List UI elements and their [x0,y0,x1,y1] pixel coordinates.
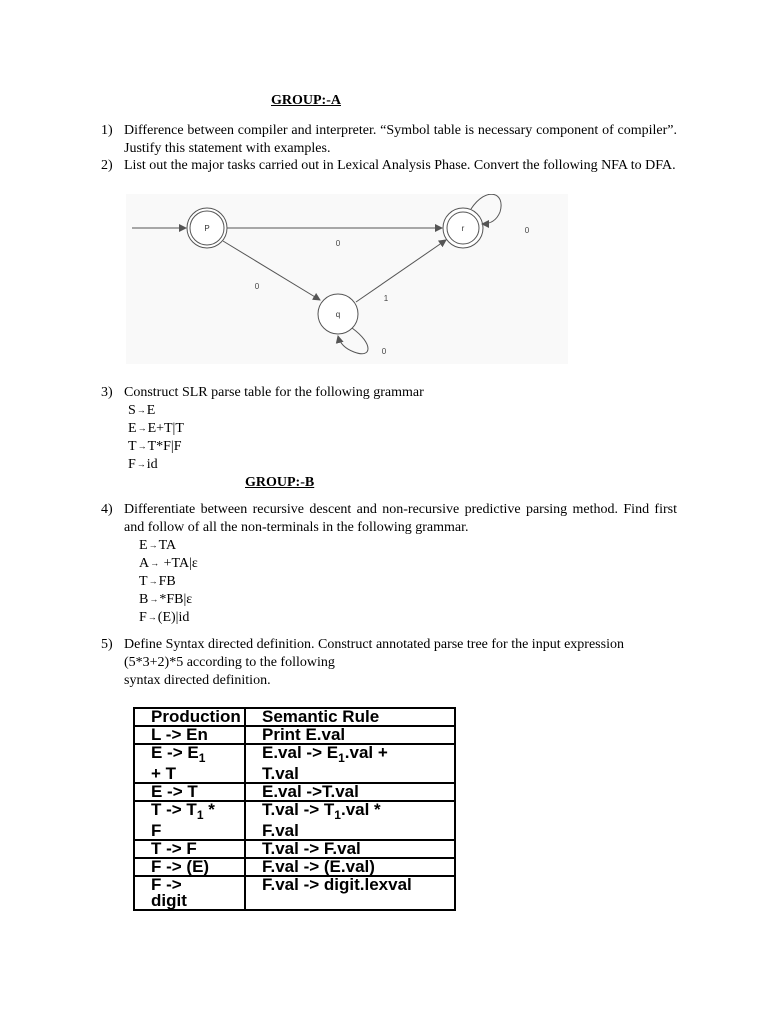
question-5-number: 5) [101,637,113,652]
q3-production-1: S→E [128,403,156,418]
sdd-production: F -> (E) [134,858,245,876]
edge-p-to-r-label: 0 [335,239,341,248]
group-a-heading: GROUP:-A [271,93,341,108]
sdd-production: L -> En [134,726,245,744]
question-1-text: Difference between compiler and interpreter. “Symbol table is necessary component of compiler”. Justify this statement with examples. [124,123,677,156]
q4-production-3: T→FB [139,574,176,589]
question-4-text: Differentiate between recursive descent and non-recursive predictive parsing method. Find first and follow of all the non-terminals in the following grammar. [124,502,677,535]
question-3-number: 3) [101,385,113,400]
q3-production-2: E→E+T|T [128,421,184,436]
sdd-row [134,726,455,744]
nfa-diagram [126,194,568,364]
sdd-header-rule: Semantic Rule [245,708,455,726]
q3-production-3: T→T*F|F [128,439,182,454]
group-b-heading: GROUP:-B [245,475,315,490]
sdd-rule: T.val -> F.val [245,840,455,858]
question-1-number: 1) [101,123,113,138]
sdd-rule: F.val -> digit.lexval [245,876,455,910]
sdd-production: T -> F [134,840,245,858]
sdd-row [134,858,455,876]
sdd-production: $E -> E_1$ + T [134,744,245,783]
q4-production-2: A→ +TA|ε [139,556,198,571]
q4-production-5: F→(E)|id [139,610,190,625]
sdd-header-production: Production [134,708,245,726]
question-5-line-1: Define Syntax directed definition. Construct annotated parse tree for the input expression [124,637,624,652]
sdd-row [134,801,455,840]
sdd-row [134,876,455,910]
sdd-table [133,707,456,911]
question-4-number: 4) [101,502,113,517]
sdd-rule: F.val -> (E.val) [245,858,455,876]
sdd-rule: $T.val -> T_1.val$ * F.val [245,801,455,840]
state-p-label: P [204,224,210,233]
edge-p-to-q-label: 0 [254,282,260,291]
sdd-row [134,840,455,858]
sdd-production: E -> T [134,783,245,801]
sdd-rule: $E.val -> E_1.val$ + T.val [245,744,455,783]
sdd-rule: E.val ->T.val [245,783,455,801]
q3-production-4: F→id [128,457,158,472]
sdd-header-row [134,708,455,726]
sdd-row [134,744,455,783]
sdd-production: $T -> T_1$ * F [134,801,245,840]
q4-production-1: E→TA [139,538,177,553]
question-5-line-2: (5*3+2)*5 according to the following [124,655,335,670]
edge-q-loop-label: 0 [381,347,387,356]
edge-r-loop-label: 0 [524,226,530,235]
state-r-label: r [461,224,465,233]
sdd-production: F -> digit [134,876,245,910]
edge-q-to-r-label: 1 [383,294,389,303]
question-2-text: List out the major tasks carried out in Lexical Analysis Phase. Convert the following NFA to DFA. [124,158,676,173]
question-3-text: Construct SLR parse table for the following grammar [124,385,424,400]
sdd-rule: Print E.val [245,726,455,744]
q4-production-4: B→*FB|ε [139,592,193,607]
question-2-number: 2) [101,158,113,173]
question-5-line-3: syntax directed definition. [124,673,271,688]
sdd-row [134,783,455,801]
state-q-label: q [335,310,341,319]
